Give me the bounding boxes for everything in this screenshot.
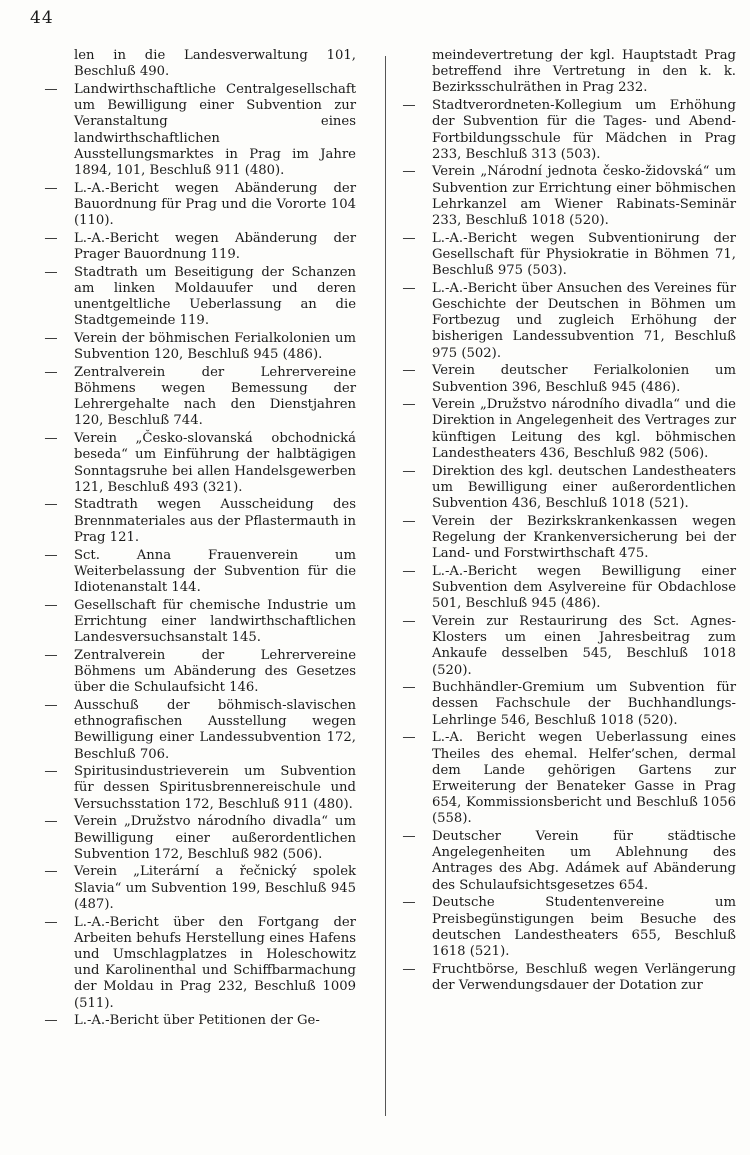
index-entry: [396, 614, 736, 679]
entry-text: Zentralverein der Lehrervereine Böhmens wegen Bemessung der Lehrergehalte nach den Dienstjahren 120, Beschluß 744.: [74, 364, 356, 429]
entry-text: Verein „Česko-slovanská obchodnická beseda“ um Einführung der halbtägigen Sonntagsruhe bei allen Handelsgewerben 121, Beschluß 493 (321).: [74, 431, 356, 495]
entry-text: L.-A.-Bericht über Petitionen der Ge-: [74, 1013, 320, 1029]
index-entry: [38, 231, 356, 263]
index-entry: [396, 829, 736, 894]
entry-dash: —: [402, 680, 416, 696]
index-entry: [396, 730, 736, 827]
entry-dash: —: [44, 597, 58, 613]
entry-dash: —: [44, 547, 58, 563]
entry-text: Verein deutscher Ferialkolonien um Subvention 396, Beschluß 945 (486).: [432, 363, 736, 395]
index-entry: [38, 497, 356, 546]
index-entry: [396, 962, 736, 994]
index-entry: [38, 365, 356, 430]
entry-text: Sct. Anna Frauenverein um Weiterbelassung der Subvention für die Idiotenanstalt 144.: [74, 547, 356, 595]
entry-text: Verein „Družstvo národního divadla“ und die Direktion in Angelegenheit des Vertrages zur künftigen Leitung des kgl. böhmischen Landestheaters 436, Beschluß 982 (506).: [432, 397, 736, 461]
entry-text: Fruchtbörse, Beschluß wegen Verlängerung der Verwendungsdauer der Dotation zur: [432, 961, 736, 993]
index-entry-continuation: [396, 48, 736, 97]
entry-dash: —: [402, 463, 416, 479]
entry-text: Deutscher Verein für städtische Angelegenheiten um Ablehnung des Antrages des Abg. Adámek auf Abänderung des Schulaufsichtsgesetzes 654.: [432, 829, 736, 893]
entry-text: Verein „Národní jednota česko-židovská“ um Subvention zur Errichtung einer böhmischen Lehrkanzel am Wiener Rabinats-Seminär 233, Beschluß 1018 (520).: [432, 164, 736, 229]
entry-text: Deutsche Studentenvereine um Preisbegünstigungen beim Besuche des deutschen Landestheaters 655, Beschluß 1618 (521).: [432, 895, 736, 959]
index-entry: [396, 895, 736, 960]
index-entry-continuation: [38, 48, 356, 80]
left-column: [38, 48, 356, 1031]
entry-text: meindevertretung der kgl. Hauptstadt Prag betreffend ihre Vertretung in den k. k. Bezirksschulräthen in Prag 232.: [432, 48, 736, 96]
entry-text: Stadtverordneten-Kollegium um Erhöhung der Subvention für die Tages- und Abend-Fortbildungsschule für Mädchen in Prag 233, Beschluß 313 (503).: [432, 98, 736, 162]
entry-text: Ausschuß der böhmisch-slavischen ethnografischen Ausstellung wegen Bewilligung einer Landessubvention 172, Beschluß 706.: [74, 697, 356, 762]
entry-text: Stadtrath wegen Ausscheidung des Brennmateriales aus der Pflastermauth in Prag 121.: [74, 497, 356, 545]
right-column: [396, 48, 736, 996]
entry-dash: —: [44, 497, 58, 513]
entry-dash: —: [44, 697, 58, 713]
entry-text: Gesellschaft für chemische Industrie um Errichtung einer landwirthschaftlichen Landesversuchsanstalt 145.: [74, 597, 356, 646]
entry-dash: —: [44, 1013, 58, 1029]
entry-text: Spiritusindustrieverein um Subvention für dessen Spiritusbrennereischule und Versuchsstation 172, Beschluß 911 (480).: [74, 764, 356, 812]
entry-text: Verein der Bezirkskrankenkassen wegen Regelung der Krankenversicherung bei der Land- und Forstwirthschaft 475.: [432, 513, 736, 562]
index-entry: [38, 915, 356, 1012]
entry-text: L.-A. Bericht wegen Ueberlassung eines Theiles des ehemal. Helfer’schen, dermal dem Lande gehörigen Gartens zur Erweiterung der Benateker Gasse in Prag 654, Kommissionsbericht und Beschluß 1056 (558).: [432, 730, 736, 827]
entry-text: L.-A.-Bericht wegen Subventionirung der Gesellschaft für Physiokratie in Böhmen 71, Beschluß 975 (503).: [432, 230, 736, 279]
entry-dash: —: [44, 914, 58, 930]
entry-dash: —: [402, 280, 416, 296]
entry-text: Direktion des kgl. deutschen Landestheaters um Bewilligung einer außerordentlichen Subvention 436, Beschluß 1018 (521).: [432, 463, 736, 511]
entry-dash: —: [44, 864, 58, 880]
entry-text: L.-A.-Bericht wegen Abänderung der Bauordnung für Prag und die Vororte 104 (110).: [74, 180, 356, 229]
index-entry: [38, 548, 356, 597]
entry-text: L.-A.-Bericht wegen Abänderung der Prager Bauordnung 119.: [74, 230, 356, 262]
index-entry: [38, 331, 356, 363]
entry-dash: —: [44, 330, 58, 346]
entry-dash: —: [402, 895, 416, 911]
entry-text: L.-A.-Bericht über Ansuchen des Vereines für Geschichte der Deutschen in Böhmen um Fortbezug und zugleich Erhöhung der bisherigen Landessubvention 71, Beschluß 975 (502).: [432, 280, 736, 361]
index-entry: [396, 363, 736, 395]
entry-text: Buchhändler-Gremium um Subvention für dessen Fachschule der Buchhandlungs-Lehrlinge 546, Beschluß 1018 (520).: [432, 680, 736, 728]
entry-dash: —: [402, 961, 416, 977]
entry-dash: —: [402, 98, 416, 114]
entry-dash: —: [402, 363, 416, 379]
page-number: 44: [30, 8, 54, 28]
entry-dash: —: [402, 730, 416, 746]
entry-dash: —: [44, 81, 58, 97]
index-entry: [396, 231, 736, 280]
entry-text: Landwirthschaftliche Centralgesellschaft um Bewilligung einer Subvention zur Veranstaltung eines landwirthschaftlichen Ausstellungsmarktes in Prag im Jahre 1894, 101, Beschluß 911 (480).: [74, 81, 356, 178]
index-entry: [38, 648, 356, 697]
entry-text: L.-A.-Bericht über den Fortgang der Arbeiten behufs Herstellung eines Hafens und Umschlagplatzes in Holeschowitz und Karolinenthal und Schiffbarmachung der Moldau in Prag 232, Beschluß 1009 (511).: [74, 914, 356, 1011]
index-entry: [38, 1013, 356, 1029]
entry-dash: —: [402, 397, 416, 413]
entry-text: Zentralverein der Lehrervereine Böhmens um Abänderung des Gesetzes über die Schulaufsicht 146.: [74, 647, 356, 696]
entry-text: Stadtrath um Beseitigung der Schanzen am linken Moldauufer und deren unentgeltliche Ueberlassung an die Stadtgemeinde 119.: [74, 264, 356, 329]
entry-dash: —: [402, 164, 416, 180]
entry-dash: —: [44, 764, 58, 780]
entry-text: Verein „Literární a řečnický spolek Slavia“ um Subvention 199, Beschluß 945 (487).: [74, 864, 356, 912]
index-entry: [38, 598, 356, 647]
index-entry: [396, 397, 736, 462]
entry-dash: —: [44, 814, 58, 830]
entry-dash: —: [402, 230, 416, 246]
entry-dash: —: [402, 829, 416, 845]
entry-dash: —: [44, 431, 58, 447]
column-divider: [385, 56, 386, 1116]
index-entry: [38, 864, 356, 913]
index-entry: [38, 431, 356, 496]
index-entry: [38, 82, 356, 179]
entry-dash: —: [402, 563, 416, 579]
index-entry: [38, 814, 356, 863]
index-entry: [396, 514, 736, 563]
index-entry: [38, 181, 356, 230]
entry-dash: —: [44, 180, 58, 196]
entry-text: Verein „Družstvo národního divadla“ um Bewilligung einer außerordentlichen Subvention 172, Beschluß 982 (506).: [74, 814, 356, 862]
entry-text: Verein der böhmischen Ferialkolonien um Subvention 120, Beschluß 945 (486).: [74, 330, 356, 363]
index-entry: [38, 764, 356, 813]
index-entry: [38, 265, 356, 330]
entry-text: Verein zur Restaurirung des Sct. Agnes-Klosters um einen Jahresbeitrag zum Ankaufe desselben 545, Beschluß 1018 (520).: [432, 613, 736, 678]
entry-text: len in die Landesverwaltung 101, Beschluß 490.: [74, 48, 356, 80]
entry-dash: —: [44, 364, 58, 380]
entry-dash: —: [402, 513, 416, 529]
index-entry: [396, 164, 736, 229]
index-entry: [396, 464, 736, 513]
entry-dash: —: [44, 647, 58, 663]
entry-dash: —: [402, 613, 416, 629]
index-entry: [396, 98, 736, 163]
entry-dash: —: [44, 230, 58, 246]
index-entry: [38, 698, 356, 763]
entry-text: L.-A.-Bericht wegen Bewilligung einer Subvention dem Asylvereine für Obdachlose 501, Beschluß 945 (486).: [432, 563, 736, 612]
index-entry: [396, 281, 736, 362]
entry-dash: —: [44, 264, 58, 280]
index-entry: [396, 564, 736, 613]
index-entry: [396, 680, 736, 729]
